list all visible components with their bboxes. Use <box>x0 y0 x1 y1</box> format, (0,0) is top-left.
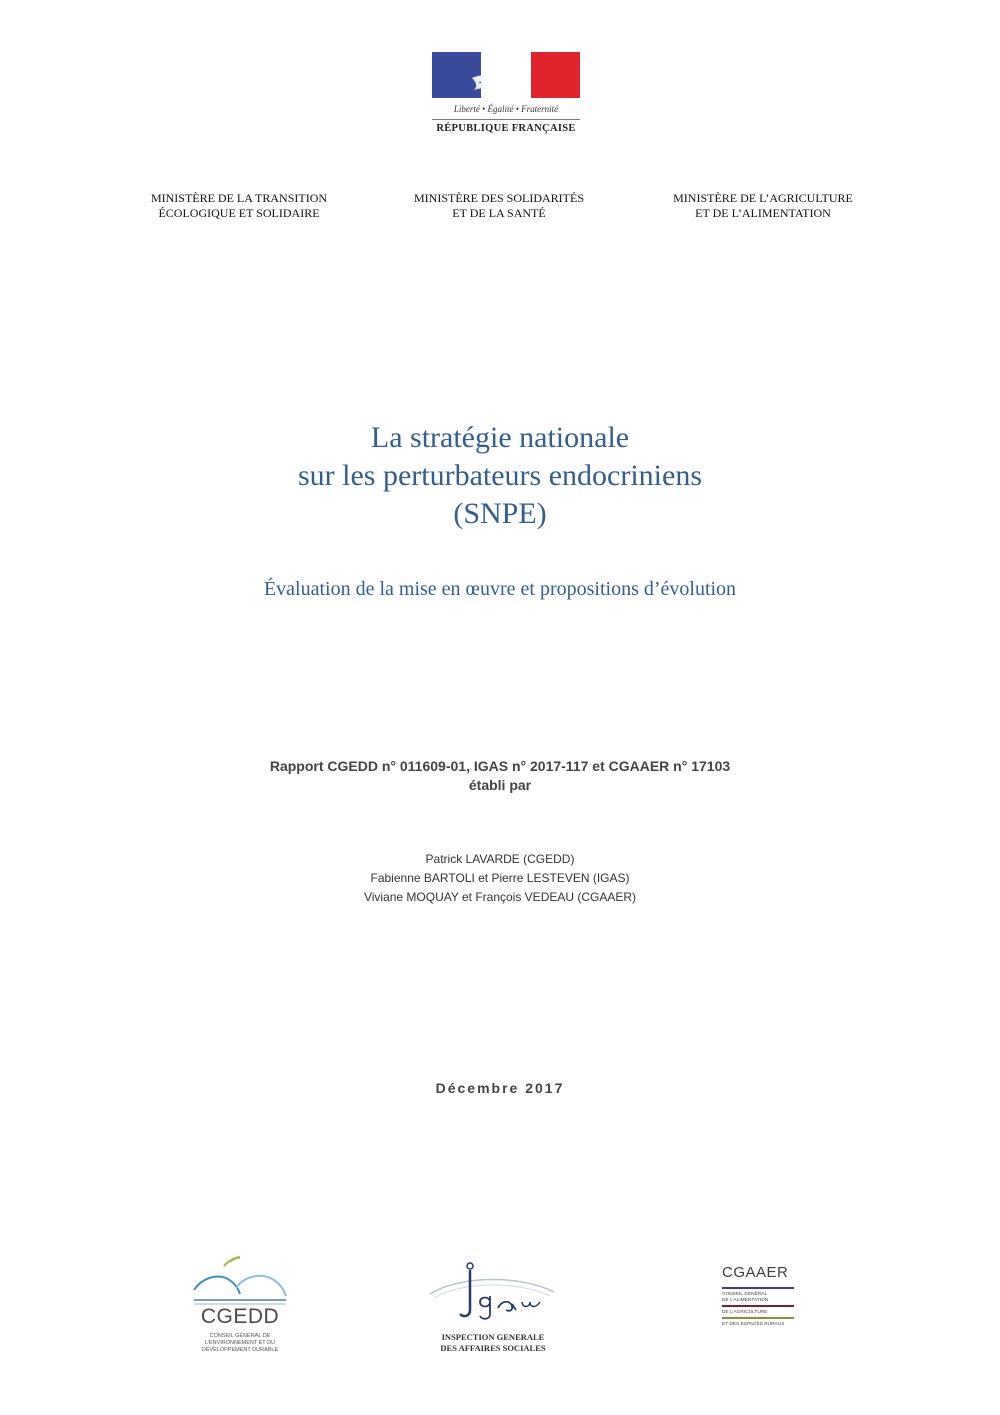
igas-emblem-icon <box>418 1258 568 1330</box>
ministry-health-line2: ET DE LA SANTÉ <box>452 206 546 220</box>
title-line1: La stratégie nationale <box>370 421 630 454</box>
igas-name-line: INSPECTION GENERALE <box>441 1332 545 1342</box>
ministry-health-line1: MINISTÈRE DES SOLIDARITÉS <box>414 191 584 205</box>
cgaaer-tagline-line: CONSEIL GÉNÉRAL <box>722 1292 768 1297</box>
report-title <box>0 419 1000 533</box>
republic-motto: Liberté • Égalité • Fraternité <box>453 104 559 114</box>
marianne-logo <box>432 52 580 144</box>
ministry-agriculture-line2: ET DE L’ALIMENTATION <box>695 206 831 220</box>
ministry-health <box>369 191 629 221</box>
author-line: Fabienne BARTOLI et Pierre LESTEVEN (IGAS) <box>370 871 630 885</box>
ministry-ecology-line2: ÉCOLOGIQUE ET SOLIDAIRE <box>158 206 320 220</box>
cgaaer-tagline <box>722 1286 794 1328</box>
ministry-agriculture-line1: MINISTÈRE DE L’AGRICULTURE <box>673 191 853 205</box>
author-line: Viviane MOQUAY et François VEDEAU (CGAAER) <box>363 890 637 904</box>
divider <box>722 1305 794 1307</box>
marianne-profile-icon <box>432 52 580 98</box>
report-reference-line2: établi par <box>468 777 532 793</box>
cgedd-logo <box>190 1252 290 1362</box>
cgedd-tagline <box>190 1333 290 1354</box>
cgedd-arches-icon <box>190 1252 290 1307</box>
igas-logo <box>418 1258 568 1358</box>
author-line: Patrick LAVARDE (CGEDD) <box>425 852 575 866</box>
cgaaer-logo <box>720 1260 800 1355</box>
cgedd-tagline-line: L’ENVIRONNEMENT ET DU <box>204 1340 276 1346</box>
cgedd-tagline-line: CONSEIL GÉNÉRAL DE <box>209 1333 271 1339</box>
title-line2: sur les perturbateurs endocriniens <box>297 459 703 492</box>
divider <box>722 1287 794 1289</box>
title-line3: (SNPE) <box>453 497 547 530</box>
ministry-ecology-line1: MINISTÈRE DE LA TRANSITION <box>150 191 328 205</box>
tricolor-flag <box>432 52 580 98</box>
divider <box>722 1317 794 1319</box>
report-date: Décembre 2017 <box>435 1080 565 1096</box>
report-reference <box>0 757 1000 795</box>
republic-name: RÉPUBLIQUE FRANÇAISE <box>436 123 576 134</box>
cgaaer-tagline-line: DE L’AGRICULTURE <box>722 1310 768 1315</box>
cgaaer-tagline-line: ET DES ESPACES RURAUX <box>722 1322 785 1327</box>
ministry-ecology <box>109 191 369 221</box>
cgaaer-tagline-line: DE L’ALIMENTATION <box>722 1298 769 1303</box>
cgedd-tagline-line: DÉVELOPPEMENT DURABLE <box>201 1347 279 1353</box>
cgaaer-name: CGAAER <box>722 1264 789 1281</box>
cgedd-name: CGEDD <box>200 1305 280 1328</box>
report-reference-line1: Rapport CGEDD n° 011609-01, IGAS n° 2017-117 et CGAAER n° 17103 <box>269 758 731 774</box>
igas-name-line: DES AFFAIRES SOCIALES <box>440 1343 546 1353</box>
igas-name <box>418 1332 568 1354</box>
authors-list <box>0 850 1000 907</box>
report-subtitle: Évaluation de la mise en œuvre et propositions d’évolution <box>263 578 737 600</box>
divider <box>432 119 580 120</box>
ministry-agriculture <box>633 191 893 221</box>
